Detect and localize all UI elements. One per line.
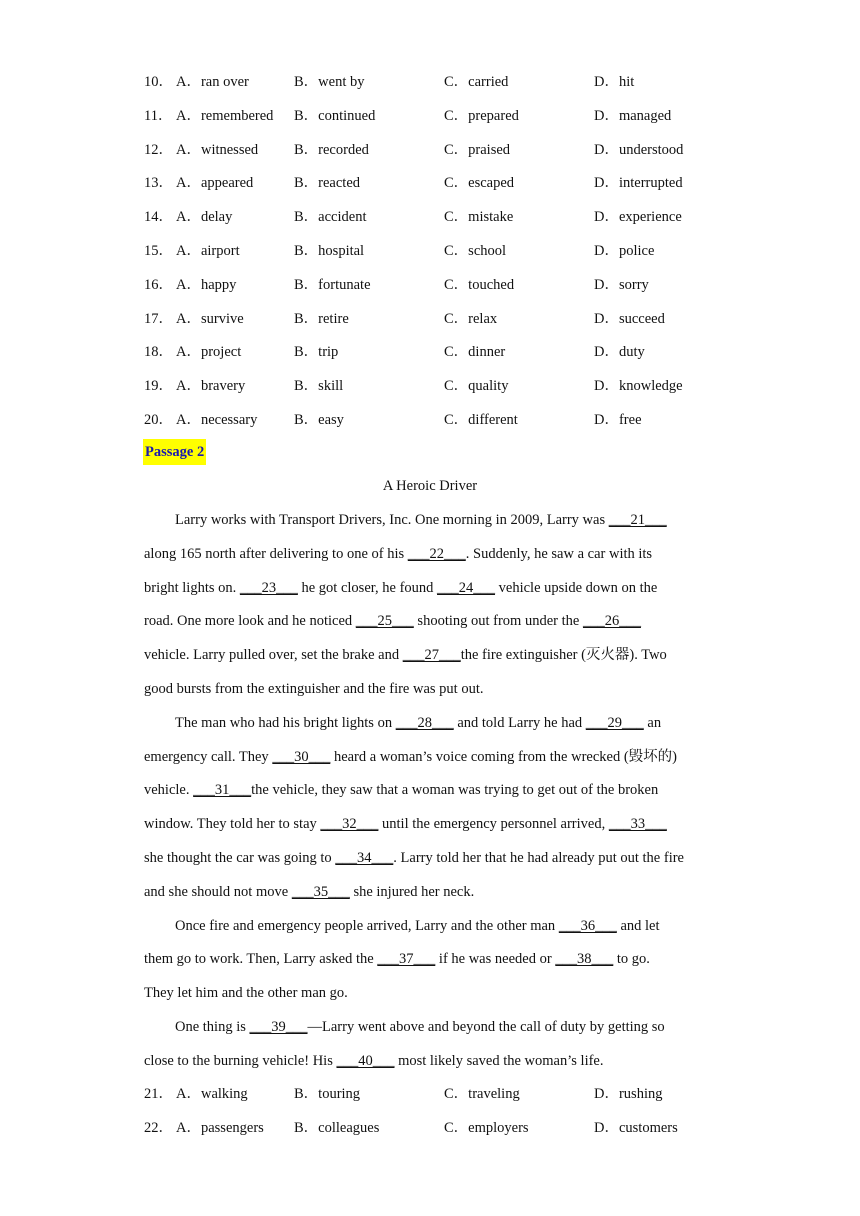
option-a: A．happy: [176, 276, 237, 293]
question-number: 17．: [144, 310, 173, 327]
answer-blank: ___37___: [377, 951, 436, 968]
option-d: D．succeed: [594, 310, 665, 327]
question-row: [0, 341, 860, 363]
passage-line: [175, 509, 755, 531]
option-c: C．quality: [444, 378, 509, 395]
passage-text: if he was needed or: [435, 951, 556, 968]
option-a: A．delay: [176, 209, 233, 226]
question-number: 22．: [144, 1119, 173, 1136]
answer-blank: ___35___: [291, 883, 350, 900]
answer-blank: ___22___: [407, 545, 466, 562]
answer-blank: ___32___: [320, 816, 379, 833]
passage-line: [144, 678, 724, 700]
passage-text: vehicle.: [144, 782, 194, 799]
passage-text: and she should not move: [144, 883, 292, 900]
answer-blank: ___34___: [335, 850, 394, 866]
passage-text: and told Larry he had: [453, 714, 586, 731]
option-d: D．duty: [594, 344, 645, 361]
passage-text: and let: [616, 917, 660, 934]
option-b: B．continued: [294, 107, 376, 124]
option-b: B．trip: [294, 344, 339, 361]
option-c: C．escaped: [444, 175, 515, 192]
option-c: C．different: [444, 412, 518, 428]
option-a: A．passengers: [176, 1119, 264, 1136]
question-row: [0, 409, 860, 431]
question-number: 19．: [144, 378, 173, 395]
passage-text: shooting out from under the: [413, 613, 583, 630]
passage-text: he got closer, he found: [297, 579, 438, 596]
option-a: A．witnessed: [176, 141, 259, 158]
option-b: B．reacted: [294, 175, 361, 192]
passage-text: One thing is: [175, 1019, 250, 1035]
question-row: [0, 206, 860, 228]
option-c: C．relax: [444, 310, 498, 327]
option-d: D．hit: [594, 74, 635, 90]
answer-blank: ___29___: [585, 714, 644, 731]
option-d: D．managed: [594, 107, 672, 124]
answer-blank: ___23___: [239, 579, 298, 596]
answer-blank: ___24___: [437, 579, 496, 596]
option-c: C．dinner: [444, 344, 506, 361]
question-number: 12．: [144, 141, 173, 158]
passage-line: [175, 712, 755, 734]
option-c: C．carried: [444, 74, 509, 90]
option-a: A．project: [176, 344, 242, 361]
answer-blank: ___39___: [249, 1019, 308, 1035]
answer-blank: ___30___: [272, 748, 331, 765]
passage-text: bright lights on.: [144, 579, 240, 596]
passage-text: . Larry told her that he had already put out the fire: [393, 850, 684, 866]
passage-text: an: [643, 714, 662, 731]
passage-text: she thought the car was going to: [144, 850, 336, 866]
option-d: D．customers: [594, 1119, 678, 1136]
option-b: B．recorded: [294, 141, 369, 158]
question-row: [0, 139, 860, 161]
option-b: B．colleagues: [294, 1119, 380, 1136]
option-c: C．traveling: [444, 1086, 520, 1102]
option-d: D．police: [594, 243, 655, 259]
passage-text: close to the burning vehicle! His: [144, 1052, 337, 1069]
option-a: A．ran over: [176, 74, 249, 90]
option-d: D．interrupted: [594, 175, 683, 192]
passage-text: most likely saved the woman’s life.: [394, 1052, 604, 1069]
answer-blank: ___40___: [336, 1052, 395, 1069]
option-a: A．survive: [176, 310, 244, 327]
option-b: B．fortunate: [294, 276, 371, 293]
passage-text: Once fire and emergency people arrived, Larry and the other man: [175, 917, 559, 934]
passage-line: [144, 746, 724, 768]
answer-blank: ___36___: [558, 917, 617, 934]
passage-text: them go to work. Then, Larry asked the: [144, 951, 378, 968]
passage-text: along 165 north after delivering to one of his: [144, 545, 408, 562]
option-c: C．mistake: [444, 209, 514, 226]
option-a: A．airport: [176, 243, 240, 259]
answer-blank: ___21___: [608, 512, 667, 528]
passage-line: [175, 915, 755, 937]
passage-text: They let him and the other man go.: [144, 985, 348, 1002]
option-a: A．walking: [176, 1086, 248, 1102]
option-d: D．sorry: [594, 276, 649, 293]
passage-text: until the emergency personnel arrived,: [378, 816, 609, 833]
passage-label: Passage 2: [143, 439, 206, 465]
passage-line: [144, 982, 724, 1004]
option-c: C．prepared: [444, 107, 519, 124]
passage-text: . Suddenly, he saw a car with its: [465, 545, 653, 562]
passage-text: vehicle. Larry pulled over, set the brake and: [144, 647, 403, 664]
question-number: 13．: [144, 175, 173, 192]
question-row: [0, 1083, 860, 1105]
option-d: D．knowledge: [594, 378, 683, 395]
passage-text: road. One more look and he noticed: [144, 613, 356, 630]
question-number: 16．: [144, 276, 173, 293]
option-a: A．appeared: [176, 175, 254, 192]
option-d: D．understood: [594, 141, 684, 158]
passage-title: A Heroic Driver: [382, 478, 478, 494]
question-row: [0, 375, 860, 397]
option-c: C．employers: [444, 1119, 529, 1136]
question-row: [0, 274, 860, 296]
question-row: [0, 240, 860, 262]
passage-text: window. They told her to stay: [144, 816, 321, 833]
option-b: B．easy: [294, 412, 344, 428]
passage-line: [144, 543, 724, 565]
question-number: 11．: [144, 107, 173, 124]
option-b: B．hospital: [294, 243, 365, 259]
option-b: B．touring: [294, 1086, 361, 1102]
passage-line: [144, 610, 724, 632]
answer-blank: ___26___: [582, 613, 641, 630]
passage-line: [144, 847, 724, 869]
question-number: 20．: [144, 412, 173, 428]
question-row: [0, 71, 860, 93]
question-number: 10．: [144, 74, 173, 90]
option-b: B．retire: [294, 310, 349, 327]
passage-line: [175, 1016, 755, 1038]
passage-text: —Larry went above and beyond the call of duty by getting so: [307, 1019, 665, 1035]
option-d: D．free: [594, 412, 642, 428]
option-d: D．experience: [594, 209, 682, 226]
option-c: C．school: [444, 243, 507, 259]
passage-line: [144, 577, 724, 599]
question-row: [0, 1117, 860, 1139]
answer-blank: ___28___: [395, 714, 454, 731]
answer-blank: ___27___: [402, 647, 461, 664]
passage-line: [144, 813, 724, 835]
passage-line: [144, 779, 724, 801]
passage-text: heard a woman’s voice coming from the wrecked (毁坏的): [330, 748, 677, 765]
option-b: B．accident: [294, 209, 367, 226]
passage-text: Larry works with Transport Drivers, Inc. One morning in 2009, Larry was: [175, 512, 609, 528]
option-b: B．skill: [294, 378, 344, 395]
option-a: A．bravery: [176, 378, 246, 395]
answer-blank: ___31___: [193, 782, 252, 799]
passage-text: the fire extinguisher (灭火器). Two: [460, 647, 667, 664]
passage-line: [144, 644, 724, 666]
passage-text: the vehicle, they saw that a woman was trying to get out of the broken: [251, 782, 659, 799]
answer-blank: ___38___: [555, 951, 614, 968]
option-d: D．rushing: [594, 1086, 663, 1102]
passage-text: emergency call. They: [144, 748, 273, 765]
passage-text: she injured her neck.: [349, 883, 475, 900]
question-number: 15．: [144, 243, 173, 259]
passage-line: [144, 1050, 724, 1072]
question-row: [0, 308, 860, 330]
question-row: [0, 172, 860, 194]
option-a: A．necessary: [176, 412, 258, 428]
passage-text: vehicle upside down on the: [495, 579, 658, 596]
passage-line: [144, 948, 724, 970]
question-number: 18．: [144, 344, 173, 361]
passage-line: [144, 881, 724, 903]
answer-blank: ___25___: [355, 613, 414, 630]
question-number: 14．: [144, 209, 173, 226]
passage-text: The man who had his bright lights on: [175, 714, 396, 731]
question-row: [0, 105, 860, 127]
option-a: A．remembered: [176, 107, 274, 124]
option-b: B．went by: [294, 74, 365, 90]
passage-text: good bursts from the extinguisher and the fire was put out.: [144, 681, 484, 697]
passage-text: to go.: [613, 951, 650, 968]
option-c: C．praised: [444, 141, 511, 158]
answer-blank: ___33___: [608, 816, 667, 833]
option-c: C．touched: [444, 276, 515, 293]
question-number: 21．: [144, 1086, 173, 1102]
